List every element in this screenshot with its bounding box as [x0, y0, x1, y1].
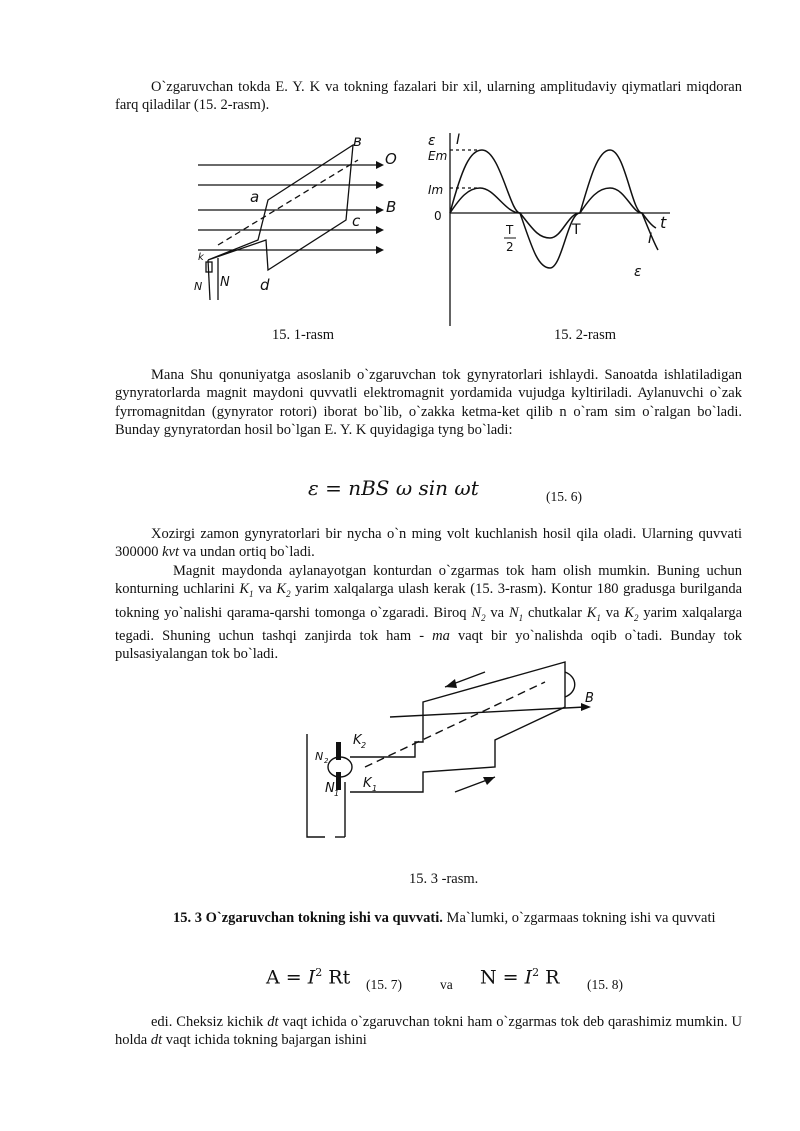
equation-15-6: ε = nBS ω sin ωt: [308, 476, 479, 500]
label-Em: Em: [428, 149, 448, 163]
paragraph-generators: Mana Shu qonuniyatga asoslanib o`zgaruvchan tok gynyratorlari ishlaydi. Sanoatda ishlatiladigan gynyratorlarda magnit maydoni quvvatli elektromagnit yordamida vujudga kyltiriladi. Aylanuvchi o`zak fyrromagnitdan (gynyrator rotori) iborat bo`lib, o`zakka ketma-ket qilib n o`ram sim o`ralgan bo`ladi. Bunday gynyratordan hosil bo`lgan E. Y. K quyidagiga tyng bo`ladi:: [115, 367, 742, 439]
label-I-axis: I: [456, 132, 461, 148]
label-zero: 0: [434, 209, 442, 223]
paragraph-infinitesimal: edi. Cheksiz kichik dt vaqt ichida o`zgaruvchan tokni ham o`zgarmas tok deb qarashimiz mumkin. U holda dt vaqt ichida tokning bajargan ishini: [115, 1014, 743, 1049]
label-K2: K: [353, 733, 362, 748]
arrowhead: [445, 679, 457, 688]
svg-text:2: 2: [361, 741, 367, 750]
rotor-loop: [350, 662, 565, 792]
label-O: O: [385, 150, 397, 168]
label-T: T: [572, 222, 581, 238]
figure-15-1-rotating-loop: [188, 130, 408, 310]
label-K1: K: [363, 776, 372, 791]
label-T2-num: T: [506, 223, 514, 237]
caption-figure-15-2: 15. 2-rasm: [554, 327, 617, 343]
brush-N1: [336, 772, 341, 790]
figure-15-3-commutator: [295, 652, 605, 842]
field-arrowhead: [376, 246, 384, 254]
paragraph-intro: O`zgaruvchan tokda E. Y. K va tokning fazalari bir xil, ularning amplitudaviy qiymatlari miqdoran farq qiladilar (15. 2-rasm).: [115, 79, 742, 114]
field-arrowhead: [376, 161, 384, 169]
equation-15-8: $N = I^2$ R: [480, 966, 560, 989]
label-T2-den: 2: [506, 240, 514, 254]
rotation-axis: [365, 682, 545, 767]
field-arrowhead: [376, 181, 384, 189]
label-k: k: [198, 252, 204, 263]
equation-number-15-7: (15. 7): [366, 977, 402, 992]
label-Im: Im: [428, 183, 444, 197]
word-va: va: [440, 977, 453, 992]
brush-N2: [336, 742, 341, 760]
svg-text:1: 1: [372, 784, 378, 793]
label-eps-curve: ε: [634, 264, 642, 280]
label-b: в: [353, 132, 362, 150]
paragraph-commutator: Magnit maydonda aylanayotgan konturdan o`zgarmas tok ham olish mumkin. Buning uchun konturning uchlarini $K_1$ va $K_2$ yarim xalqalarga ulash kerak (15. 3-rasm). Kontur 180 gradusga burilganda tokning yo`nalishi qarama-qarshi tomonga o`zgaradi. Biroq $N_2$ va $N_1$ chutkalar $K_1$ va $K_2$ yarim xalqalarga tegadi. Shuning uchun tashqi zanjirda tok ham - ma vaqt bir yo`nalishda oqib o`tadi. Bunday tok pulsasiyalangan tok bo`ladi.: [115, 563, 743, 663]
label-N2: N: [194, 280, 203, 293]
label-eps-axis: ε: [428, 133, 436, 149]
field-arrowhead: [376, 226, 384, 234]
emf-curve: [450, 150, 658, 268]
lead-wire: [208, 260, 210, 300]
label-I-curve: I: [648, 231, 653, 247]
figure-15-2-sine-graph: [420, 128, 675, 328]
label-B: B: [386, 198, 397, 216]
label-N: N: [220, 275, 230, 290]
rotation-arrow: [565, 672, 575, 697]
paragraph-modern-generators: Xozirgi zamon gynyratorlari bir nycha o`n ming volt kuchlanish hosil qila oladi. Ularning quvvati 300000 kvt va undan ortiq bo`ladi.: [115, 526, 742, 561]
label-a: a: [250, 188, 260, 206]
section-heading: 15. 3 O`zgaruvchan tokning ishi va quvvati.: [173, 910, 443, 926]
equation-number-15-6: (15. 6): [546, 489, 582, 504]
label-B: B: [585, 691, 594, 706]
label-c: c: [352, 212, 361, 230]
label-N1: N: [325, 781, 335, 796]
equation-number-15-8: (15. 8): [587, 977, 623, 992]
svg-text:2: 2: [324, 757, 329, 765]
equation-15-7: $A = I^2$ Rt: [266, 966, 351, 989]
caption-figure-15-3: 15. 3 -rasm.: [409, 871, 479, 887]
section-15-3-intro: 15. 3 O`zgaruvchan tokning ishi va quvvati. Ma`lumki, o`zgarmaas tokning ishi va quvvati: [173, 910, 716, 926]
svg-text:1: 1: [334, 789, 340, 798]
field-arrowhead: [376, 206, 384, 214]
caption-figure-15-1: 15. 1-rasm: [272, 327, 335, 343]
label-d: d: [260, 276, 270, 294]
label-t: t: [660, 213, 667, 232]
label-N2: N: [315, 750, 324, 763]
rotation-axis: [218, 160, 358, 245]
